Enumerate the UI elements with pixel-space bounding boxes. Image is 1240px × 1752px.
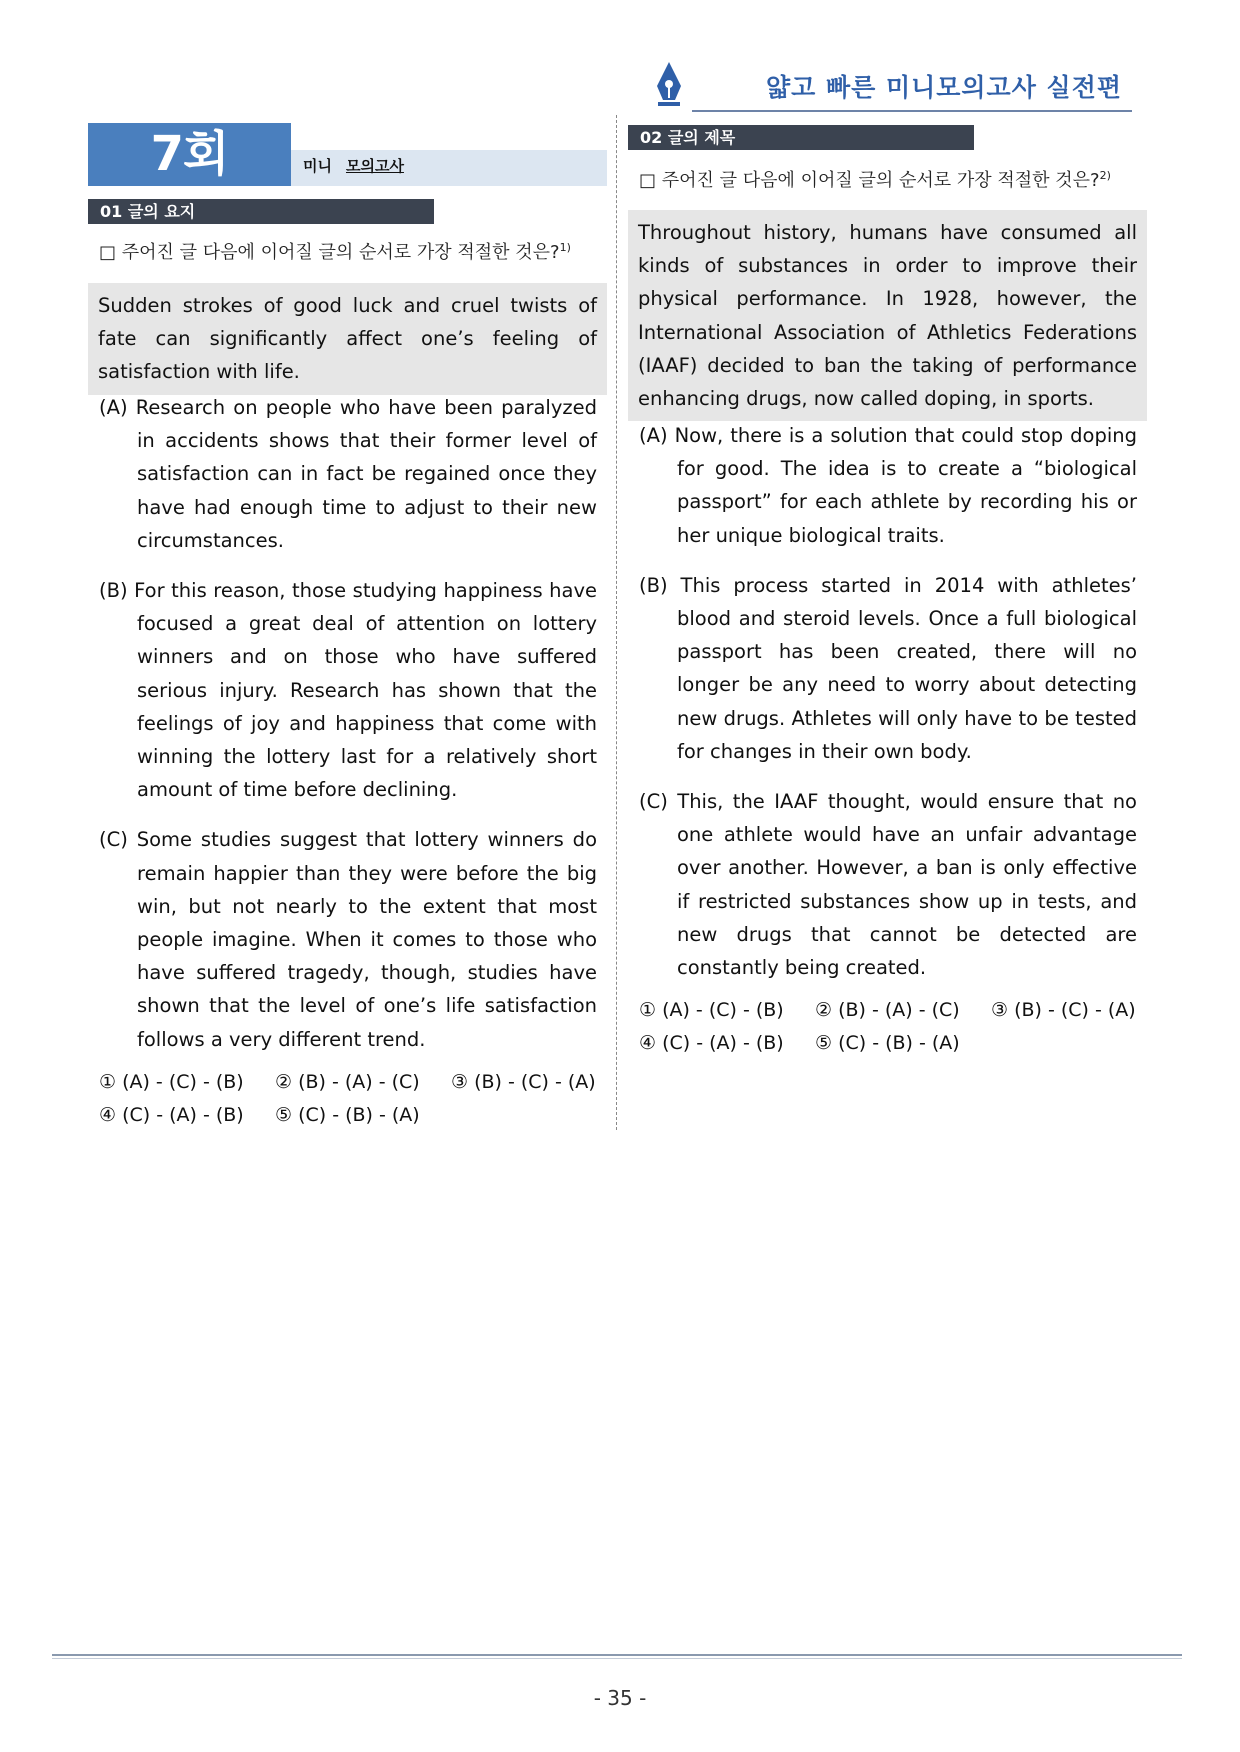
paragraph-b: (B) For this reason, those studying happiness have focused a great deal of attention on lottery winners and on those who have suffered serious injury. Research has shown that the feelings of joy and happiness that come with winning the lottery last for a relatively short amount of time before declining. [99, 579, 597, 802]
option-5[interactable]: ⑤ (C) - (B) - (A) [275, 1103, 420, 1126]
page-number: - 35 - [593, 1686, 647, 1710]
footer-rule-thin [52, 1658, 1182, 1659]
option-3[interactable]: ③ (B) - (C) - (A) [991, 999, 1136, 1022]
option-2[interactable]: ② (B) - (A) - (C) [275, 1070, 420, 1093]
option-4[interactable]: ④ (C) - (A) - (B) [639, 1032, 784, 1055]
option-1[interactable]: ① (A) - (C) - (B) [99, 1070, 244, 1093]
episode-subtitle [291, 150, 607, 186]
paragraphs-q1 [99, 391, 597, 1132]
passage-q2: Throughout history, humans have consumed all kinds of substances in order to improve their physical performance. In 1928, however, the International Association of Athletics Federations (IAAF) decided to ban the taking of performance enhancing drugs, now called doping, in sports. [628, 210, 1147, 421]
subtitle-underlined: 모의고사 [345, 157, 404, 175]
section-label-q2: 02 글의 제목 [628, 125, 974, 150]
brand-title: 얇고 빠른 미니모의고사 실전편 [765, 73, 1122, 102]
question-q1 [99, 238, 571, 264]
question-text: □ 주어진 글 다음에 이어질 글의 순서로 가장 적절한 것은? [99, 242, 560, 263]
pen-nib-logo-icon [652, 60, 686, 110]
option-5[interactable]: ⑤ (C) - (B) - (A) [815, 1032, 960, 1055]
option-2[interactable]: ② (B) - (A) - (C) [815, 999, 960, 1022]
paragraph-c: (C) This, the IAAF thought, would ensure that no one athlete would have an unfair advantage over another. However, a ban is only effective if restricted substances show up in tests, and new drugs that cannot be detected are constantly being created. [639, 790, 1137, 980]
option-4[interactable]: ④ (C) - (A) - (B) [99, 1103, 244, 1126]
subtitle-prefix: 미니 [303, 157, 332, 175]
paragraph-c: (C) Some studies suggest that lottery winners do remain happier than they were before the big win, but not nearly to the extent that most people imagine. When it comes to those who have suffered tragedy, though, studies have shown that the level of one’s life satisfaction follows a very different trend. [99, 828, 597, 1051]
footnote-mark: 1) [559, 241, 571, 254]
question-q2 [639, 166, 1111, 192]
column-divider [616, 115, 617, 1130]
answer-options-q1 [99, 1066, 597, 1132]
episode-title: 7회 [88, 123, 291, 186]
paragraph-a: (A) Research on people who have been paralyzed in accidents shows that their former level of satisfaction can in fact be regained once they have had enough time to adjust to their new circumstances. [99, 396, 597, 552]
answer-options-q2 [639, 994, 1137, 1060]
option-1[interactable]: ① (A) - (C) - (B) [639, 999, 784, 1022]
footer-rule [52, 1654, 1182, 1656]
option-3[interactable]: ③ (B) - (C) - (A) [451, 1070, 596, 1093]
passage-q1: Sudden strokes of good luck and cruel twists of fate can significantly affect one’s feeling of satisfaction with life. [88, 283, 607, 395]
brand-underline [692, 110, 1132, 112]
brand-header [652, 60, 1132, 112]
section-label-q1: 01 글의 요지 [88, 199, 434, 224]
question-text: □ 주어진 글 다음에 이어질 글의 순서로 가장 적절한 것은? [639, 170, 1100, 191]
paragraphs-q2 [639, 419, 1137, 1060]
paragraph-a: (A) Now, there is a solution that could stop doping for good. The idea is to create a “biological passport” for each athlete by recording his or her unique biological traits. [639, 424, 1137, 547]
paragraph-b: (B) This process started in 2014 with athletes’ blood and steroid levels. Once a full biological passport has been created, there will no longer be any need to worry about detecting new drugs. Athletes will only have to be tested for changes in their own body. [639, 573, 1137, 763]
footnote-mark: 2) [1099, 169, 1111, 182]
